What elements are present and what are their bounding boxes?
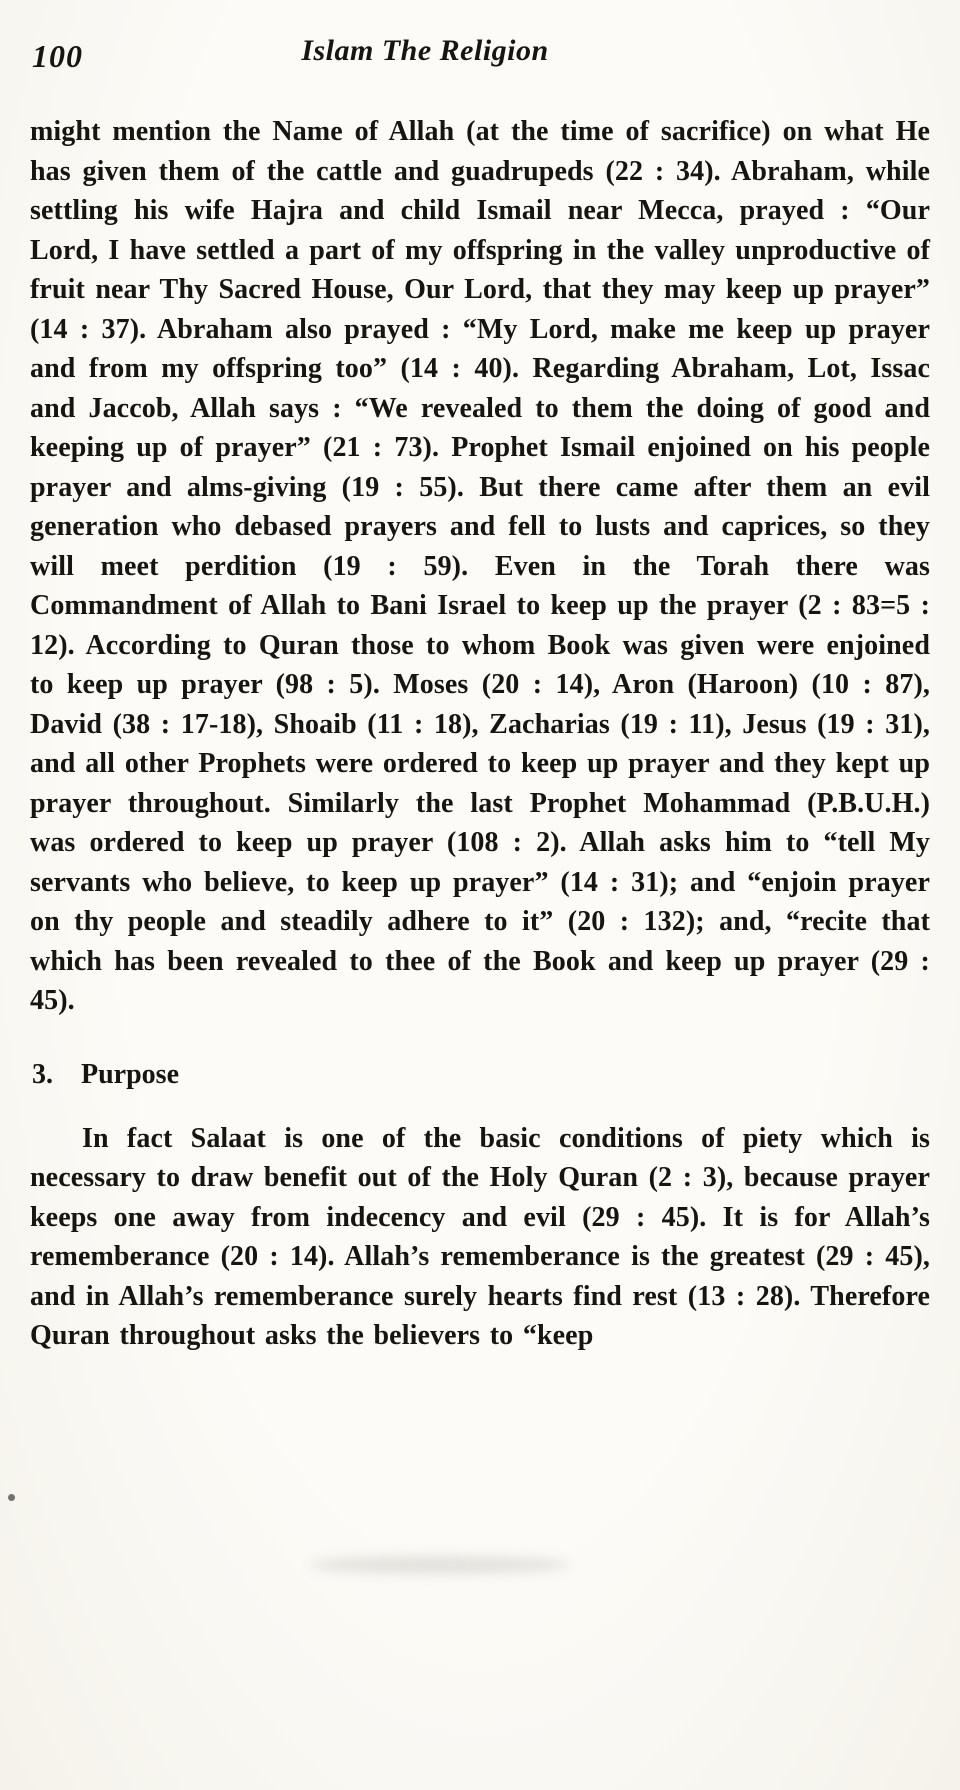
page-number: 100 (32, 38, 83, 74)
page-title: Islam The Religion (301, 34, 549, 67)
scan-artifact-dot (8, 1494, 15, 1501)
body-paragraph-2: In fact Salaat is one of the basic conditions of piety which is necessary to draw benefit out of the Holy Quran (2 : 3), because prayer keeps one away from indecency and evil (29 : 45). It is for Allah’s rememberance (20 : 14). Allah’s rememberance is the greatest (29 : 45), and in Allah’s rememberance surely hearts find rest (13 : 28). Therefore Quran throughout asks the believers to “keep (30, 1122, 930, 1351)
section-heading (30, 1059, 930, 1091)
page-header (30, 34, 930, 86)
page-body (30, 112, 930, 1356)
body-paragraph-1: might mention the Name of Allah (at the time of sacrifice) on what He has given them of the cattle and guadrupeds (22 : 34). Abraham, while settling his wife Hajra and child Ismail near Mecca, prayed : “Our Lord, I have settled a part of my offspring in the valley unproductive of fruit near Thy Sacred House, Our Lord, that they may keep up prayer” (14 : 37). Abraham also prayed : “My Lord, make me keep up prayer and from my offspring too” (14 : 40). Regarding Abraham, Lot, Issac and Jaccob, Allah says : “We revealed to them the doing of good and keeping up of prayer” (21 : 73). Prophet Ismail enjoined on his people prayer and alms-giving (19 : 55). But there came after them an evil generation who debased prayers and fell to lusts and caprices, so they will meet perdition (19 : 59). Even in the Torah there was Commandment of Allah to Bani Israel to keep up the prayer (2 : 83=5 : 12). According to Quran those to whom Book was given were enjoined to keep up prayer (98 : 5). Moses (20 : 14), Aron (Haroon) (10 : 87), David (38 : 17-18), Shoaib (11 : 18), Zacharias (19 : 11), Jesus (19 : 31), and all other Prophets were ordered to keep up prayer and they kept up prayer throughout. Similarly the last Prophet Mohammad (P.B.U.H.) was ordered to keep up prayer (108 : 2). Allah asks him to “tell My servants who believe, to keep up prayer” (14 : 31); and “enjoin prayer on thy people and steadily adhere to it” (20 : 132); and, “recite that which has been revealed to thee of the Book and keep up prayer (29 : 45). (30, 116, 930, 1016)
section-number: 3. (32, 1058, 53, 1090)
section-title: Purpose (81, 1058, 179, 1090)
scan-artifact-smudge (310, 1556, 570, 1574)
